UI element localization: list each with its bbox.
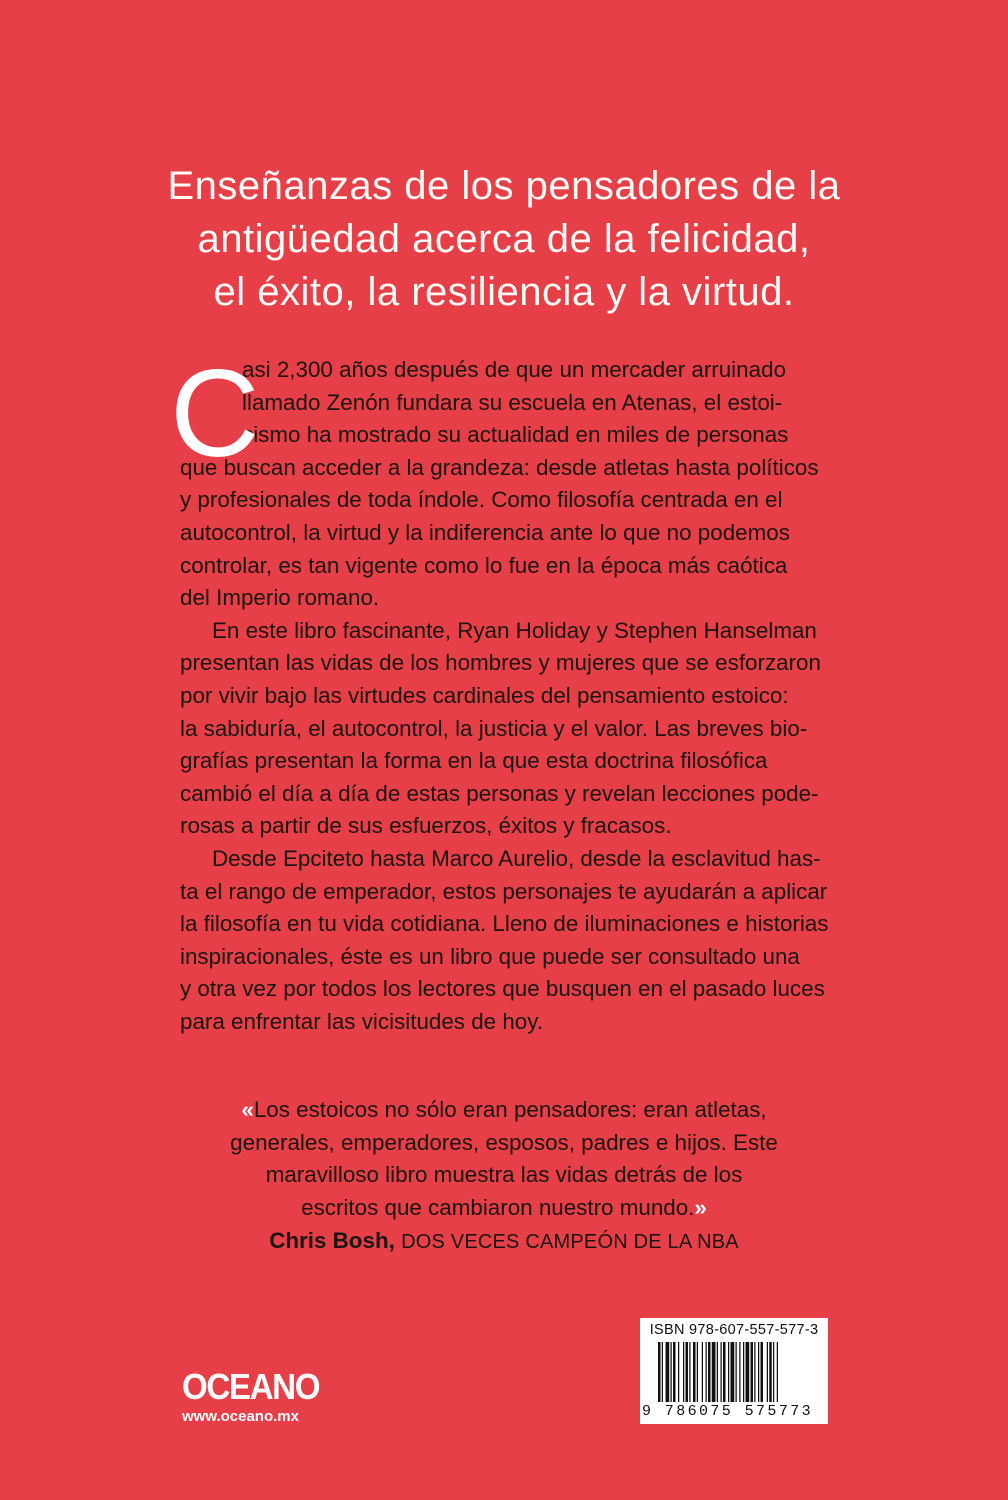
text-line: asi 2,300 años después de que un mercader arruinado [242,357,786,382]
barcode-bar [693,1342,696,1402]
barcode-bar [736,1342,737,1402]
barcode-bars [658,1342,818,1404]
open-guillemet: « [241,1097,254,1122]
quote-line: generales, emperadores, esposos, padres e hijos. Este [230,1129,778,1155]
isbn-label: ISBN 978-607-557-577-3 [649,1322,819,1338]
text-line: del Imperio romano. [180,585,380,611]
publisher-url: www.oceano.mx [182,1408,299,1425]
publisher [182,1368,331,1425]
barcode-bar [721,1342,722,1402]
barcode-bar [662,1342,663,1402]
barcode-bar [683,1342,684,1402]
barcode-bar [773,1342,774,1402]
drop-cap: C [170,345,260,483]
barcode-bar [706,1342,707,1402]
barcode-bar [777,1342,778,1402]
text-line: controlar, es tan vigente como lo fue en la época más caótica [180,552,788,578]
barcode-bar [658,1342,661,1402]
barcode-bar [702,1342,703,1402]
quote-line [0,1094,1008,1127]
paragraph-1-start [180,354,830,452]
text-line: autocontrol, la virtud y la indiferencia ante lo que no podemos [180,519,790,545]
text-line: llamado Zenón fundara su escuela en Atenas, el estoi- [242,389,783,415]
barcode-digits: 9 786075 575773 [642,1403,814,1420]
paragraph-2 [180,615,830,843]
quote-text: escritos que cambiaron nuestro mundo. [301,1194,695,1220]
text-line: grafías presentan la forma en la que esta doctrina filosófica [180,748,768,774]
barcode-bar [754,1342,755,1402]
publisher-logo: OCEANO [182,1366,320,1407]
text-line: ta el rango de emperador, estos personajes te ayudarán a aplicar [180,878,828,904]
quote-author: Chris Bosh, [269,1228,395,1254]
text-line: Desde Epciteto hasta Marco Aurelio, desde la esclavitud has- [212,845,821,871]
close-guillemet: » [694,1194,707,1220]
text-line: rosas a partir de sus esfuerzos, éxitos y fracasos. [180,813,672,839]
quote-line [0,1192,1008,1225]
text-line: cambió el día a día de estas personas y revelan lecciones pode- [180,780,819,806]
text-line: cismo ha mostrado su actualidad en miles de personas [242,422,789,448]
barcode-bar [739,1342,740,1402]
barcode-bar [686,1342,689,1402]
barcode-bar [769,1342,772,1402]
quote-author-title: DOS VECES CAMPEÓN DE LA NBA [401,1231,739,1254]
headline-line: antigüedad acerca de la felicidad, [197,217,811,261]
text-line: En este libro fascinante, Ryan Holiday y Stephen Hanselman [212,617,817,643]
text-line: y otra vez por todos los lectores que busquen en el pasado luces [180,976,825,1002]
barcode-bar [731,1342,735,1402]
barcode-bar [678,1342,679,1402]
barcode-bar [689,1342,690,1402]
barcode-bar [717,1342,718,1402]
barcode-bar [767,1342,768,1402]
synopsis [170,345,830,1038]
text-line: presentan las vidas de los hombres y mujeres que se esforzaron [180,650,821,676]
barcode-bar [728,1342,729,1402]
blurb-quote [0,1094,1008,1258]
barcode-bar [673,1342,676,1402]
paragraph-1-rest [180,452,830,615]
barcode-bar [758,1342,759,1402]
barcode-bar [712,1342,716,1402]
text-line: que buscan acceder a la grandeza: desde atletas hasta políticos [180,454,819,480]
text-line: por vivir bajo las virtudes cardinales del pensamiento estoico: [180,682,789,708]
barcode-bar [666,1342,670,1402]
text-line: la filosofía en tu vida cotidiana. Lleno de iluminaciones e historias [180,911,829,937]
barcode-bar [671,1342,672,1402]
text-line: inspiracionales, éste es un libro que puede ser consultado una [180,943,800,969]
quote-line: maravilloso libro muestra las vidas detrás de los [265,1162,743,1188]
barcode-bar [743,1342,744,1402]
barcode-bar [708,1342,711,1402]
quote-text: Los estoicos no sólo eran pensadores: eran atletas, [253,1097,767,1122]
barcode [640,1318,828,1424]
barcode-bar [697,1342,698,1402]
quote-attribution [0,1225,1008,1258]
paragraph-3 [180,843,830,1039]
barcode-bar [723,1342,726,1402]
headline [0,160,1008,319]
headline-line: el éxito, la resiliencia y la virtud. [213,270,795,314]
text-line: y profesionales de toda índole. Como filosofía centrada en el [180,487,783,513]
headline-line: Enseñanzas de los pensadores de la [167,164,841,208]
barcode-bar [751,1342,754,1402]
barcode-bar [746,1342,750,1402]
barcode-bar [761,1342,764,1402]
text-line: para enfrentar las vicisitudes de hoy. [180,1008,544,1034]
text-line: la sabiduría, el autocontrol, la justicia y el valor. Las breves bio- [180,715,808,741]
